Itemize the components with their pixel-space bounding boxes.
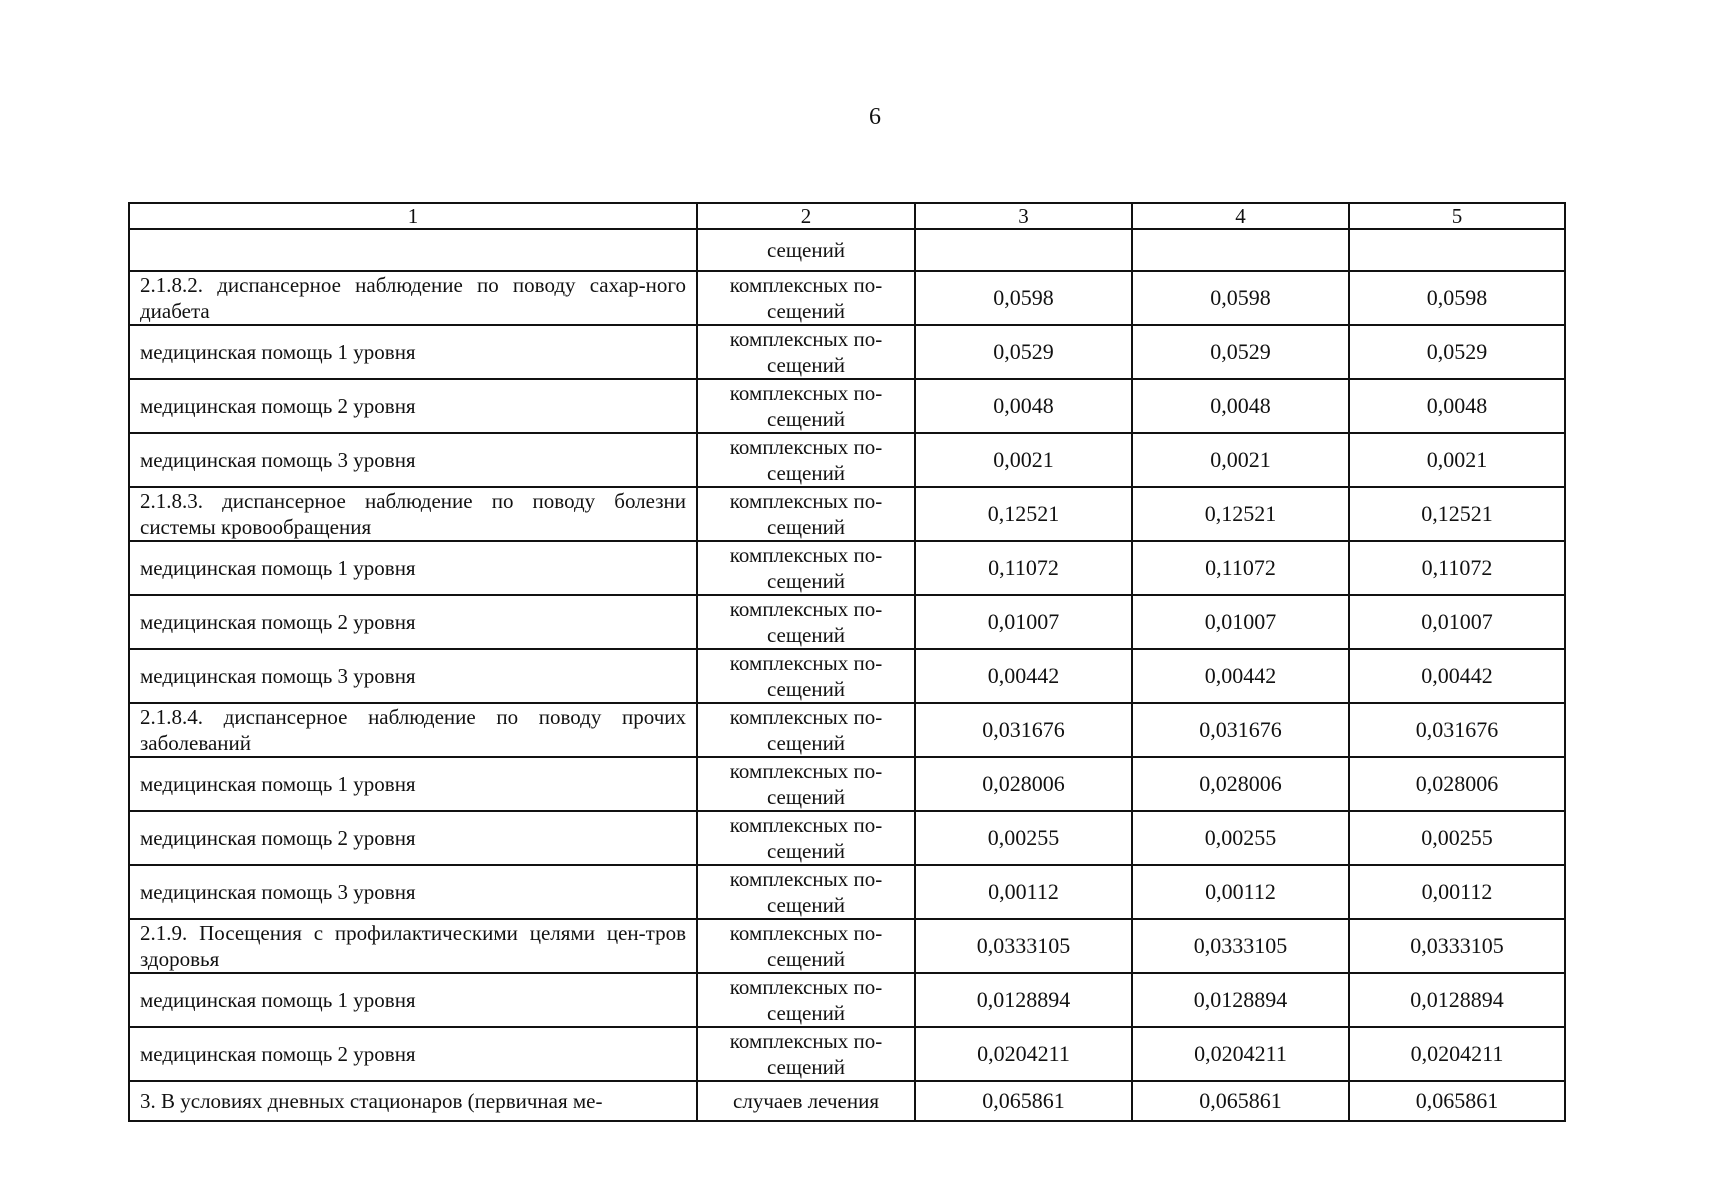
row-name: медицинская помощь 3 уровня — [129, 649, 697, 703]
table-row — [129, 1027, 1565, 1081]
row-value-3: 0,00442 — [915, 649, 1132, 703]
table-row — [129, 811, 1565, 865]
row-value-4: 0,01007 — [1132, 595, 1349, 649]
page-number: 6 — [869, 104, 881, 130]
row-value-5: 0,0598 — [1349, 271, 1565, 325]
row-value-4: 0,028006 — [1132, 757, 1349, 811]
row-value-4: 0,00255 — [1132, 811, 1349, 865]
row-value-4 — [1132, 229, 1349, 271]
row-value-3: 0,0048 — [915, 379, 1132, 433]
table-row — [129, 325, 1565, 379]
row-value-3: 0,031676 — [915, 703, 1132, 757]
row-value-3: 0,0529 — [915, 325, 1132, 379]
row-name: медицинская помощь 2 уровня — [129, 1027, 697, 1081]
row-value-5: 0,028006 — [1349, 757, 1565, 811]
data-table — [128, 202, 1566, 1122]
column-header-5: 5 — [1349, 203, 1565, 229]
row-value-4: 0,11072 — [1132, 541, 1349, 595]
row-value-5 — [1349, 229, 1565, 271]
row-value-4: 0,0204211 — [1132, 1027, 1349, 1081]
row-unit: комплексных по-сещений — [697, 595, 915, 649]
row-unit: комплексных по-сещений — [697, 649, 915, 703]
row-value-4: 0,065861 — [1132, 1081, 1349, 1121]
row-name: медицинская помощь 1 уровня — [129, 325, 697, 379]
row-value-5: 0,11072 — [1349, 541, 1565, 595]
row-name: медицинская помощь 1 уровня — [129, 757, 697, 811]
row-name: медицинская помощь 2 уровня — [129, 811, 697, 865]
row-name: медицинская помощь 3 уровня — [129, 433, 697, 487]
row-value-3: 0,0333105 — [915, 919, 1132, 973]
row-value-4: 0,12521 — [1132, 487, 1349, 541]
row-value-3: 0,028006 — [915, 757, 1132, 811]
table-row — [129, 649, 1565, 703]
table-row — [129, 541, 1565, 595]
row-value-3: 0,0598 — [915, 271, 1132, 325]
row-value-4: 0,0048 — [1132, 379, 1349, 433]
table-row — [129, 433, 1565, 487]
table-row — [129, 595, 1565, 649]
row-unit: комплексных по-сещений — [697, 703, 915, 757]
row-value-3: 0,0128894 — [915, 973, 1132, 1027]
row-value-4: 0,0529 — [1132, 325, 1349, 379]
table-row — [129, 973, 1565, 1027]
row-name: медицинская помощь 2 уровня — [129, 379, 697, 433]
row-value-4: 0,00112 — [1132, 865, 1349, 919]
row-value-4: 0,0021 — [1132, 433, 1349, 487]
continuation-row — [129, 229, 1565, 271]
row-unit: комплексных по-сещений — [697, 325, 915, 379]
row-name: медицинская помощь 3 уровня — [129, 865, 697, 919]
row-unit: комплексных по-сещений — [697, 757, 915, 811]
row-unit: комплексных по-сещений — [697, 487, 915, 541]
row-value-4: 0,0598 — [1132, 271, 1349, 325]
table-row — [129, 271, 1565, 325]
row-unit: комплексных по-сещений — [697, 919, 915, 973]
row-name: медицинская помощь 1 уровня — [129, 973, 697, 1027]
row-value-5: 0,00112 — [1349, 865, 1565, 919]
row-name: 2.1.9. Посещения с профилактическими целями цен-тров здоровья — [129, 919, 697, 973]
row-unit: комплексных по-сещений — [697, 433, 915, 487]
row-unit: комплексных по-сещений — [697, 271, 915, 325]
row-value-5: 0,031676 — [1349, 703, 1565, 757]
table-row — [129, 1081, 1565, 1121]
row-value-5: 0,00255 — [1349, 811, 1565, 865]
row-value-3: 0,0021 — [915, 433, 1132, 487]
table-row — [129, 865, 1565, 919]
column-header-1: 1 — [129, 203, 697, 229]
row-unit: комплексных по-сещений — [697, 811, 915, 865]
row-name: 2.1.8.3. диспансерное наблюдение по поводу болезни системы кровообращения — [129, 487, 697, 541]
column-header-3: 3 — [915, 203, 1132, 229]
row-value-5: 0,065861 — [1349, 1081, 1565, 1121]
table-row — [129, 379, 1565, 433]
row-value-4: 0,0333105 — [1132, 919, 1349, 973]
column-header-2: 2 — [697, 203, 915, 229]
row-value-5: 0,0204211 — [1349, 1027, 1565, 1081]
row-name: 3. В условиях дневных стационаров (первичная ме- — [129, 1081, 697, 1121]
row-value-5: 0,00442 — [1349, 649, 1565, 703]
table-row — [129, 757, 1565, 811]
row-name: медицинская помощь 1 уровня — [129, 541, 697, 595]
row-unit: комплексных по-сещений — [697, 973, 915, 1027]
table-row — [129, 487, 1565, 541]
row-value-3: 0,0204211 — [915, 1027, 1132, 1081]
row-value-5: 0,0333105 — [1349, 919, 1565, 973]
row-value-5: 0,0529 — [1349, 325, 1565, 379]
row-value-4: 0,031676 — [1132, 703, 1349, 757]
row-value-5: 0,0021 — [1349, 433, 1565, 487]
table-row — [129, 703, 1565, 757]
row-name: медицинская помощь 2 уровня — [129, 595, 697, 649]
row-name: 2.1.8.2. диспансерное наблюдение по поводу сахар-ного диабета — [129, 271, 697, 325]
row-value-4: 0,0128894 — [1132, 973, 1349, 1027]
column-header-4: 4 — [1132, 203, 1349, 229]
row-name: 2.1.8.4. диспансерное наблюдение по поводу прочих заболеваний — [129, 703, 697, 757]
row-value-3: 0,01007 — [915, 595, 1132, 649]
row-value-3: 0,00112 — [915, 865, 1132, 919]
row-value-5: 0,01007 — [1349, 595, 1565, 649]
row-value-4: 0,00442 — [1132, 649, 1349, 703]
row-value-3: 0,065861 — [915, 1081, 1132, 1121]
table-row — [129, 919, 1565, 973]
row-value-5: 0,0048 — [1349, 379, 1565, 433]
header-row — [129, 203, 1565, 229]
row-name — [129, 229, 697, 271]
row-value-5: 0,0128894 — [1349, 973, 1565, 1027]
row-unit: комплексных по-сещений — [697, 865, 915, 919]
row-unit: комплексных по-сещений — [697, 379, 915, 433]
row-unit: комплексных по-сещений — [697, 541, 915, 595]
row-value-3: 0,12521 — [915, 487, 1132, 541]
row-unit: сещений — [697, 229, 915, 271]
row-value-3: 0,00255 — [915, 811, 1132, 865]
row-value-5: 0,12521 — [1349, 487, 1565, 541]
row-unit: случаев лечения — [697, 1081, 915, 1121]
row-value-3 — [915, 229, 1132, 271]
row-unit: комплексных по-сещений — [697, 1027, 915, 1081]
row-value-3: 0,11072 — [915, 541, 1132, 595]
